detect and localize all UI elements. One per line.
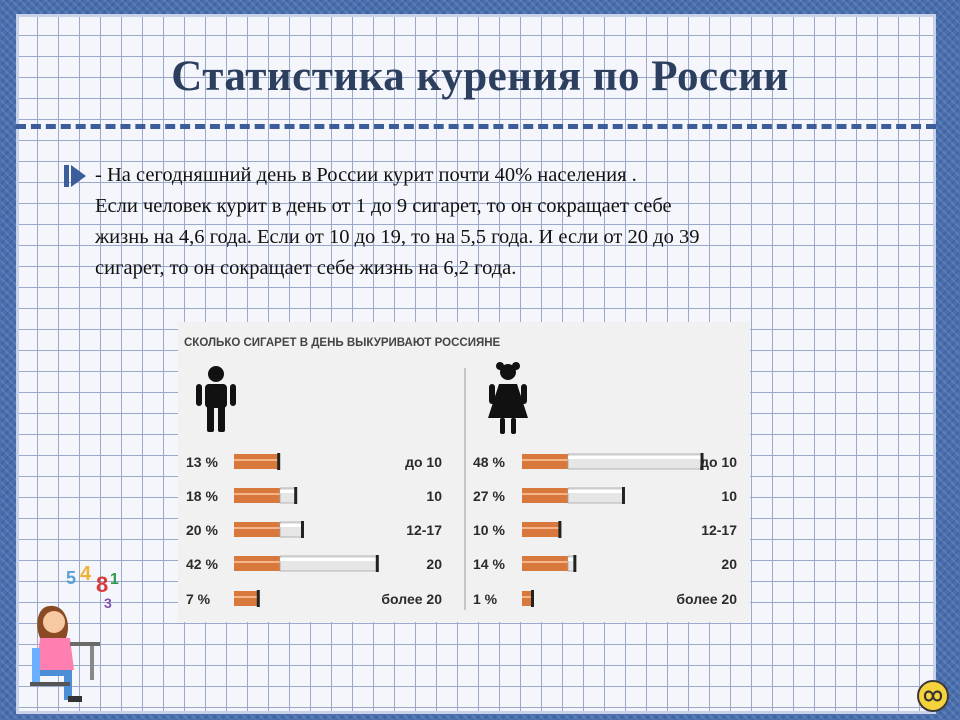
bar-end: [622, 487, 625, 504]
bar-filter-highlight: [234, 561, 280, 563]
bar-end: [531, 590, 534, 607]
bar-body-highlight: [568, 490, 623, 493]
svg-text:4: 4: [80, 563, 92, 585]
bar: [234, 487, 297, 504]
text-line-4: сигарет, то он сокращает себе жизнь на 6,2 года.: [95, 257, 517, 279]
bar: [234, 590, 260, 607]
text-line-2: Если человек курит в день от 1 до 9 сигарет, то он сокращает себе: [95, 195, 672, 217]
woman-icon: [488, 362, 528, 434]
category-label: 10: [426, 488, 442, 504]
bar: [522, 521, 561, 538]
value-label: 1 %: [473, 591, 498, 607]
infinity-logo-icon: [916, 679, 950, 713]
category-label: 20: [426, 556, 442, 572]
bar-end: [558, 521, 561, 538]
bar-filter: [234, 522, 280, 537]
svg-text:3: 3: [104, 595, 112, 611]
category-label: 12-17: [701, 522, 737, 538]
bar-filter: [522, 488, 568, 503]
bars-layer: [186, 453, 737, 607]
bar-filter: [234, 556, 280, 571]
bar-filter: [522, 591, 532, 606]
bar-filter-highlight: [522, 493, 568, 495]
page-title: Статистика курения по России: [171, 53, 789, 100]
value-label: 13 %: [186, 454, 218, 470]
bar-filter: [234, 591, 258, 606]
bar-filter: [234, 454, 278, 469]
man-icon: [196, 366, 236, 432]
category-label: 12-17: [406, 522, 442, 538]
bar-filter-highlight: [234, 459, 278, 461]
bar: [234, 453, 280, 470]
bar-body-highlight: [280, 490, 295, 493]
value-label: 14 %: [473, 556, 505, 572]
text-line-1: - На сегодняшний день в России курит почти 40% населения .: [95, 164, 637, 186]
bar-body-highlight: [568, 456, 702, 459]
value-label: 48 %: [473, 454, 505, 470]
category-label: 20: [721, 556, 737, 572]
girl-with-numbers-icon: [28, 562, 134, 707]
body-text: [95, 160, 905, 284]
category-label: более 20: [676, 591, 737, 607]
bar: [522, 555, 576, 572]
chart-title: СКОЛЬКО СИГАРЕТ В ДЕНЬ ВЫКУРИВАЮТ РОССИЯНЕ: [184, 337, 501, 349]
bar-body-highlight: [280, 558, 377, 561]
category-label: до 10: [700, 454, 737, 470]
category-label: более 20: [381, 591, 442, 607]
svg-text:1: 1: [110, 571, 119, 588]
value-label: 18 %: [186, 488, 218, 504]
value-label: 7 %: [186, 591, 211, 607]
bar-filter: [234, 488, 280, 503]
bar-filter-highlight: [522, 527, 559, 529]
cigarettes-chart: [178, 322, 750, 622]
title-divider: [16, 124, 936, 129]
svg-text:5: 5: [66, 568, 77, 588]
bar-filter: [522, 522, 559, 537]
bar-end: [301, 521, 304, 538]
bar-filter-highlight: [234, 527, 280, 529]
value-label: 10 %: [473, 522, 505, 538]
bar-end: [277, 453, 280, 470]
bar-filter-highlight: [234, 493, 280, 495]
bar: [234, 555, 379, 572]
value-label: 42 %: [186, 556, 218, 572]
bar-filter-highlight: [234, 596, 258, 598]
bar-end: [376, 555, 379, 572]
bar-filter-highlight: [522, 561, 568, 563]
bar: [522, 487, 625, 504]
bar: [234, 521, 304, 538]
category-label: 10: [721, 488, 737, 504]
bar-end: [573, 555, 576, 572]
value-label: 27 %: [473, 488, 505, 504]
text-line-3: жизнь на 4,6 года. Если от 10 до 19, то на 5,5 года. И если от 20 до 39: [95, 226, 700, 248]
bar-filter-highlight: [522, 459, 568, 461]
bar-filter: [522, 454, 568, 469]
arrow-bullet-icon: [64, 162, 88, 190]
bar-end: [257, 590, 260, 607]
bar-filter-highlight: [522, 596, 532, 598]
category-label: до 10: [405, 454, 442, 470]
bar-filter: [522, 556, 568, 571]
value-label: 20 %: [186, 522, 218, 538]
bar: [522, 453, 704, 470]
bar-end: [294, 487, 297, 504]
bar-body-highlight: [280, 524, 302, 527]
infographic-panel: [178, 322, 750, 622]
bar: [522, 590, 534, 607]
svg-text:8: 8: [96, 572, 109, 597]
